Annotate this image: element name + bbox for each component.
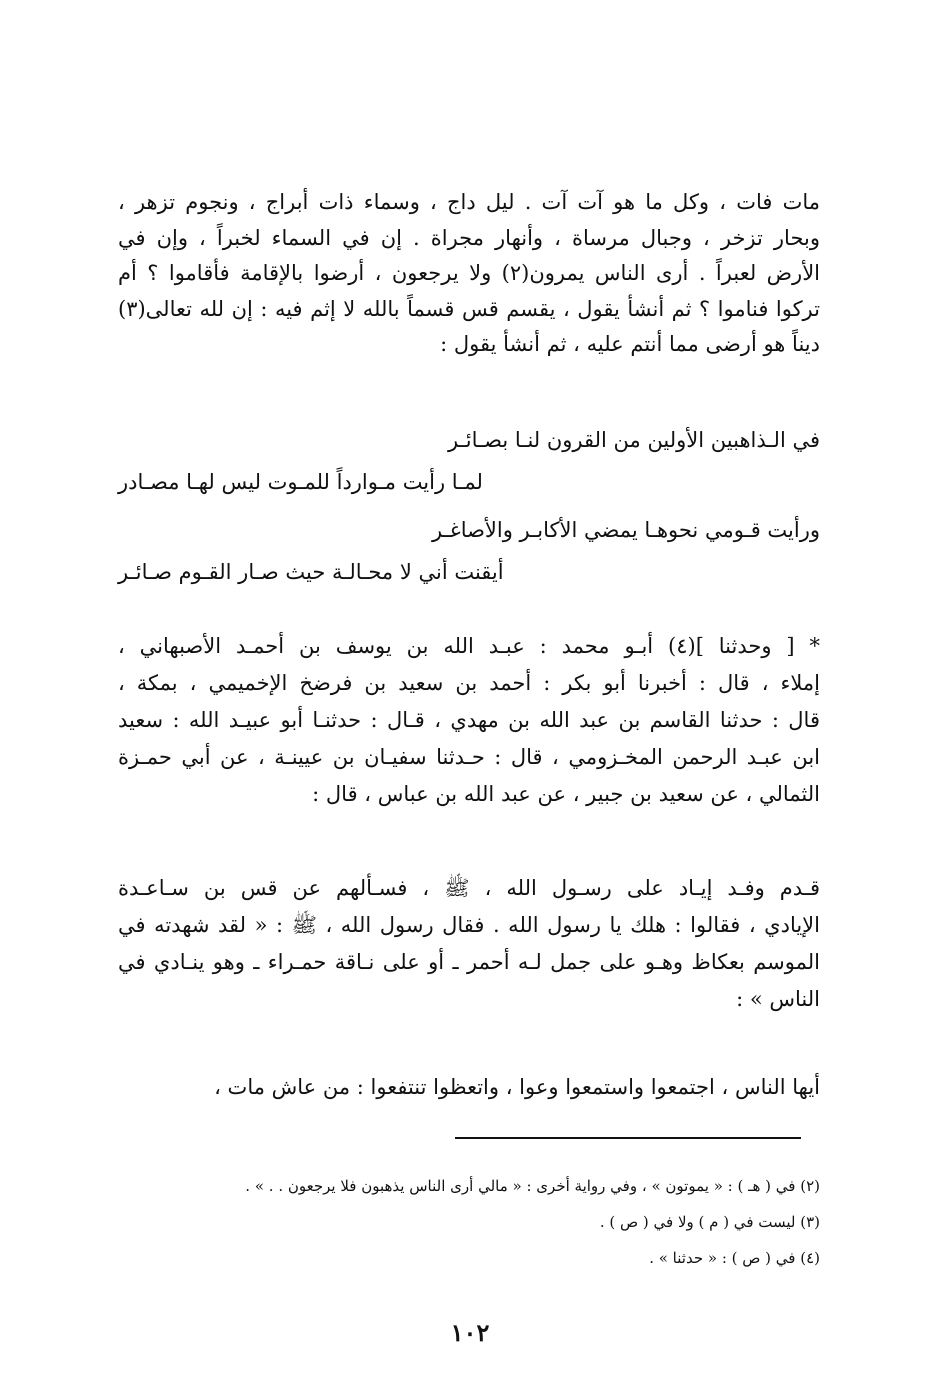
text-line: قال : حدثنا القاسم بن عبد الله بن مهدي ، قـال : حدثنـا أبو عبيـد الله : سعيد [118,708,820,732]
text-line: الأرض لعبراً . أرى الناس يمرون(٢) ولا يرجعون ، أرضوا بالإقامة فأقاموا ؟ أم [118,261,820,285]
text-line: مات فات ، وكل ما هو آت آت . ليل داج ، وسماء ذات أبراج ، ونجوم تزهر ، [118,190,820,214]
paragraph-3 [118,870,820,1018]
verse-line: أيقنت أني لا محـالـة حيث صـار القـوم صـائـر [118,560,504,584]
footnotes [118,1168,820,1276]
paragraph-4 [118,1070,820,1106]
footnote-separator [455,1137,801,1139]
verse-line: ورأيت قـومي نحوهـا يمضي الأكابـر والأصاغـر [431,518,820,542]
verse-line: في الـذاهبين الأولين من القرون لنـا بصـائـر [448,428,820,452]
text-line: الإيادي ، فقالوا : هلك يا رسول الله . فقال رسول الله ، ﷺ : « لقد شهدته في [118,913,820,937]
text-line: وبحار تزخر ، وجبال مرساة ، وأنهار مجراة . إن في السماء لخبراً ، وإن في [118,225,820,250]
text-line: ديناً هو أرضى مما أنتم عليه ، ثم أنشأ يقول : [440,332,820,356]
text-line: الموسم بعكاظ وهـو على جمل لـه أحمر ـ أو على نـاقة حمـراء ـ وهو ينـادي في [118,950,820,974]
poem [118,428,820,608]
text-line: * [ وحدثنا ](٤) أبـو محمد : عبـد الله بن يوسف بن أحمـد الأصبهاني ، [118,634,820,658]
text-line: الثمالي ، عن سعيد بن جبير ، عن عبد الله بن عباس ، قال : [312,782,820,806]
page-number: ١٠٢ [450,1318,490,1347]
text-line: أيها الناس ، اجتمعوا واستمعوا وعوا ، واتعظوا تنتفعوا : من عاش مات ، [214,1075,820,1099]
paragraph-1 [118,185,820,363]
text-line: إملاء ، قال : أخبرنا أبو بكر : أحمد بن سعيد بن فرضخ الإخميمي ، بمكة ، [118,671,820,695]
paragraph-2 [118,628,820,813]
text-line: قـدم وفـد إيـاد على رسـول الله ، ﷺ ، فسـألهم عن قس بن سـاعـدة [118,876,820,900]
text-line: ابن عبـد الرحمن المخـزومي ، قال : حـدثنا سفيـان بن عيينـة ، عن أبي حمـزة [118,745,820,769]
footnote: (٢) في ( هـ ) : « يموتون » ، وفي رواية أخرى : « مالي أرى الناس يذهبون فلا يرجعون . . » . [245,1177,820,1195]
footnote: (٤) في ( ص ) : « حدثنا » . [649,1249,820,1267]
text-line: تركوا فناموا ؟ ثم أنشأ يقول ، يقسم قس قسماً بالله لا إثم فيه : إن لله تعالى(٣) [118,296,820,321]
text-line: الناس » : [736,987,820,1011]
footnote: (٣) ليست في ( م ) ولا في ( ص ) . [599,1213,820,1231]
verse-line: لمـا رأيت مـوارداً للمـوت ليس لهـا مصـادر [118,470,483,494]
